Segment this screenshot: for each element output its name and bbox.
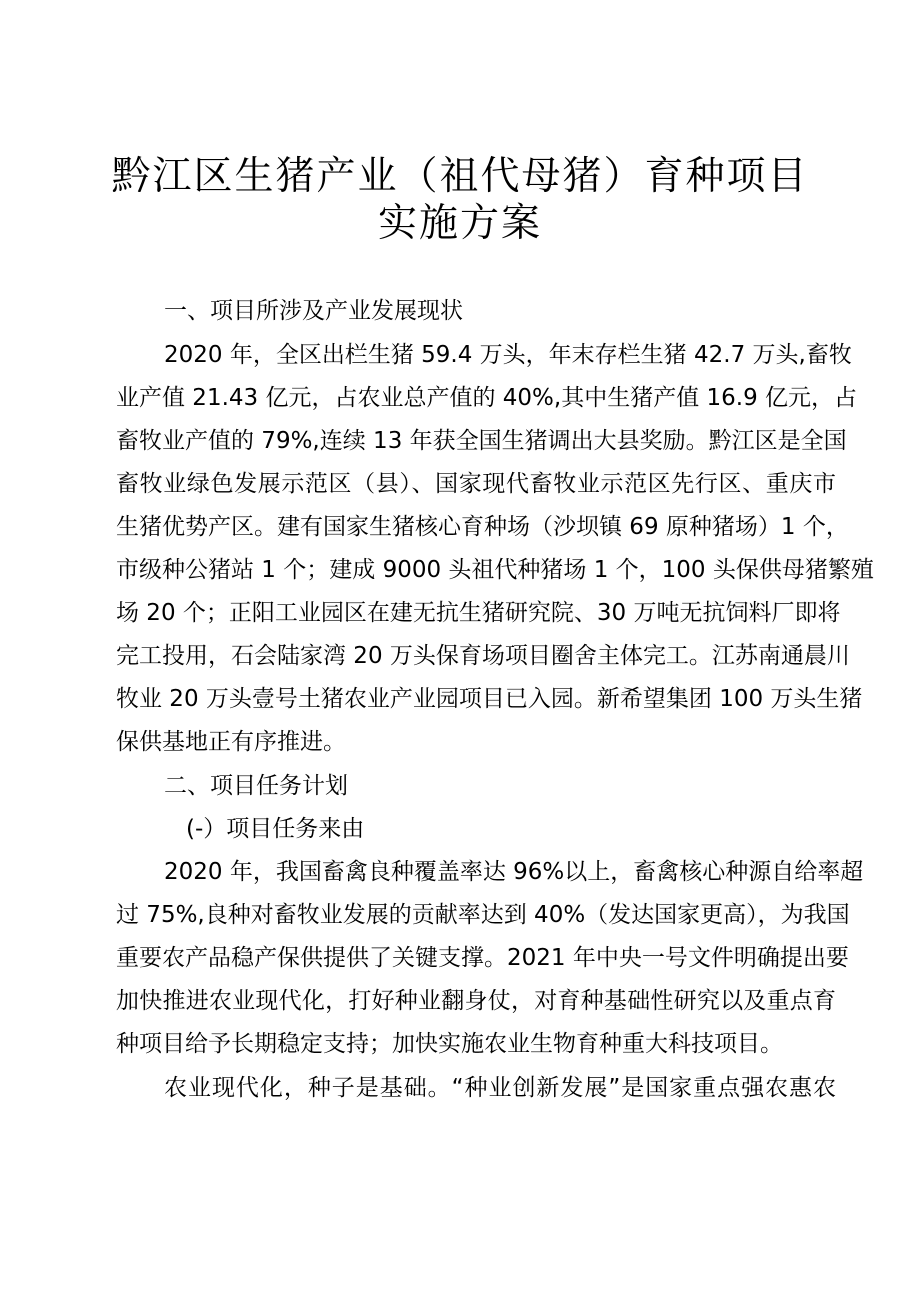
paragraph-line: 畜牧业产值的 79%,连续 13 年获全国生猪调出大县奖励。黔江区是全国 <box>116 428 847 454</box>
paragraph-line: 保供基地正有序推进。 <box>116 729 346 755</box>
paragraph-line: 畜牧业绿色发展示范区（县）、国家现代畜牧业示范区先行区、重庆市 <box>116 471 836 497</box>
paragraph-line: 牧业 20 万头壹号土猪农业产业园项目已入园。新希望集团 100 万头生猪 <box>116 686 863 712</box>
section-1-heading: 一、项目所涉及产业发展现状 <box>164 298 463 324</box>
paragraph-line: 完工投用，石会陆家湾 20 万头保育场项目圈舍主体完工。江苏南通晨川 <box>116 643 850 669</box>
paragraph-line: 农业现代化，种子是基础。“种业创新发展”是国家重点强农惠农 <box>164 1075 836 1101</box>
paragraph-line: 2020 年，我国畜禽良种覆盖率达 96%以上，畜禽核心种源自给率超 <box>164 859 864 885</box>
document-title-line-2: 实施方案 <box>377 201 542 246</box>
paragraph-line: 业产值 21.43 亿元，占农业总产值的 40%,其中生猪产值 16.9 亿元，占 <box>116 385 858 411</box>
section-2-heading: 二、项目任务计划 <box>164 773 348 799</box>
paragraph-line: 重要农产品稳产保供提供了关键支撑。2021 年中央一号文件明确提出要 <box>116 945 849 971</box>
document-title-line-1: 黔江区生猪产业（祖代母猪）育种项目 <box>111 154 809 199</box>
paragraph-line: 市级种公猪站 1 个；建成 9000 头祖代种猪场 1 个，100 头保供母猪繁殖 <box>116 557 874 583</box>
paragraph-line: 场 20 个；正阳工业园区在建无抗生猪研究院、30 万吨无抗饲料厂即将 <box>116 600 841 626</box>
paragraph-line: 生猪优势产区。建有国家生猪核心育种场（沙坝镇 69 原种猪场）1 个， <box>116 514 849 540</box>
paragraph-line: 种项目给予长期稳定支持；加快实施农业生物育种重大科技项目。 <box>116 1031 783 1057</box>
subsection-1-heading: (-）项目任务来由 <box>186 816 365 842</box>
paragraph-line: 过 75%,良种对畜牧业发展的贡献率达到 40%（发达国家更高），为我国 <box>116 902 850 928</box>
paragraph-line: 2020 年，全区出栏生猪 59.4 万头，年末存栏生猪 42.7 万头,畜牧 <box>164 342 852 368</box>
paragraph-line: 加快推进农业现代化，打好种业翻身仗，对育种基础性研究以及重点育 <box>116 988 836 1014</box>
